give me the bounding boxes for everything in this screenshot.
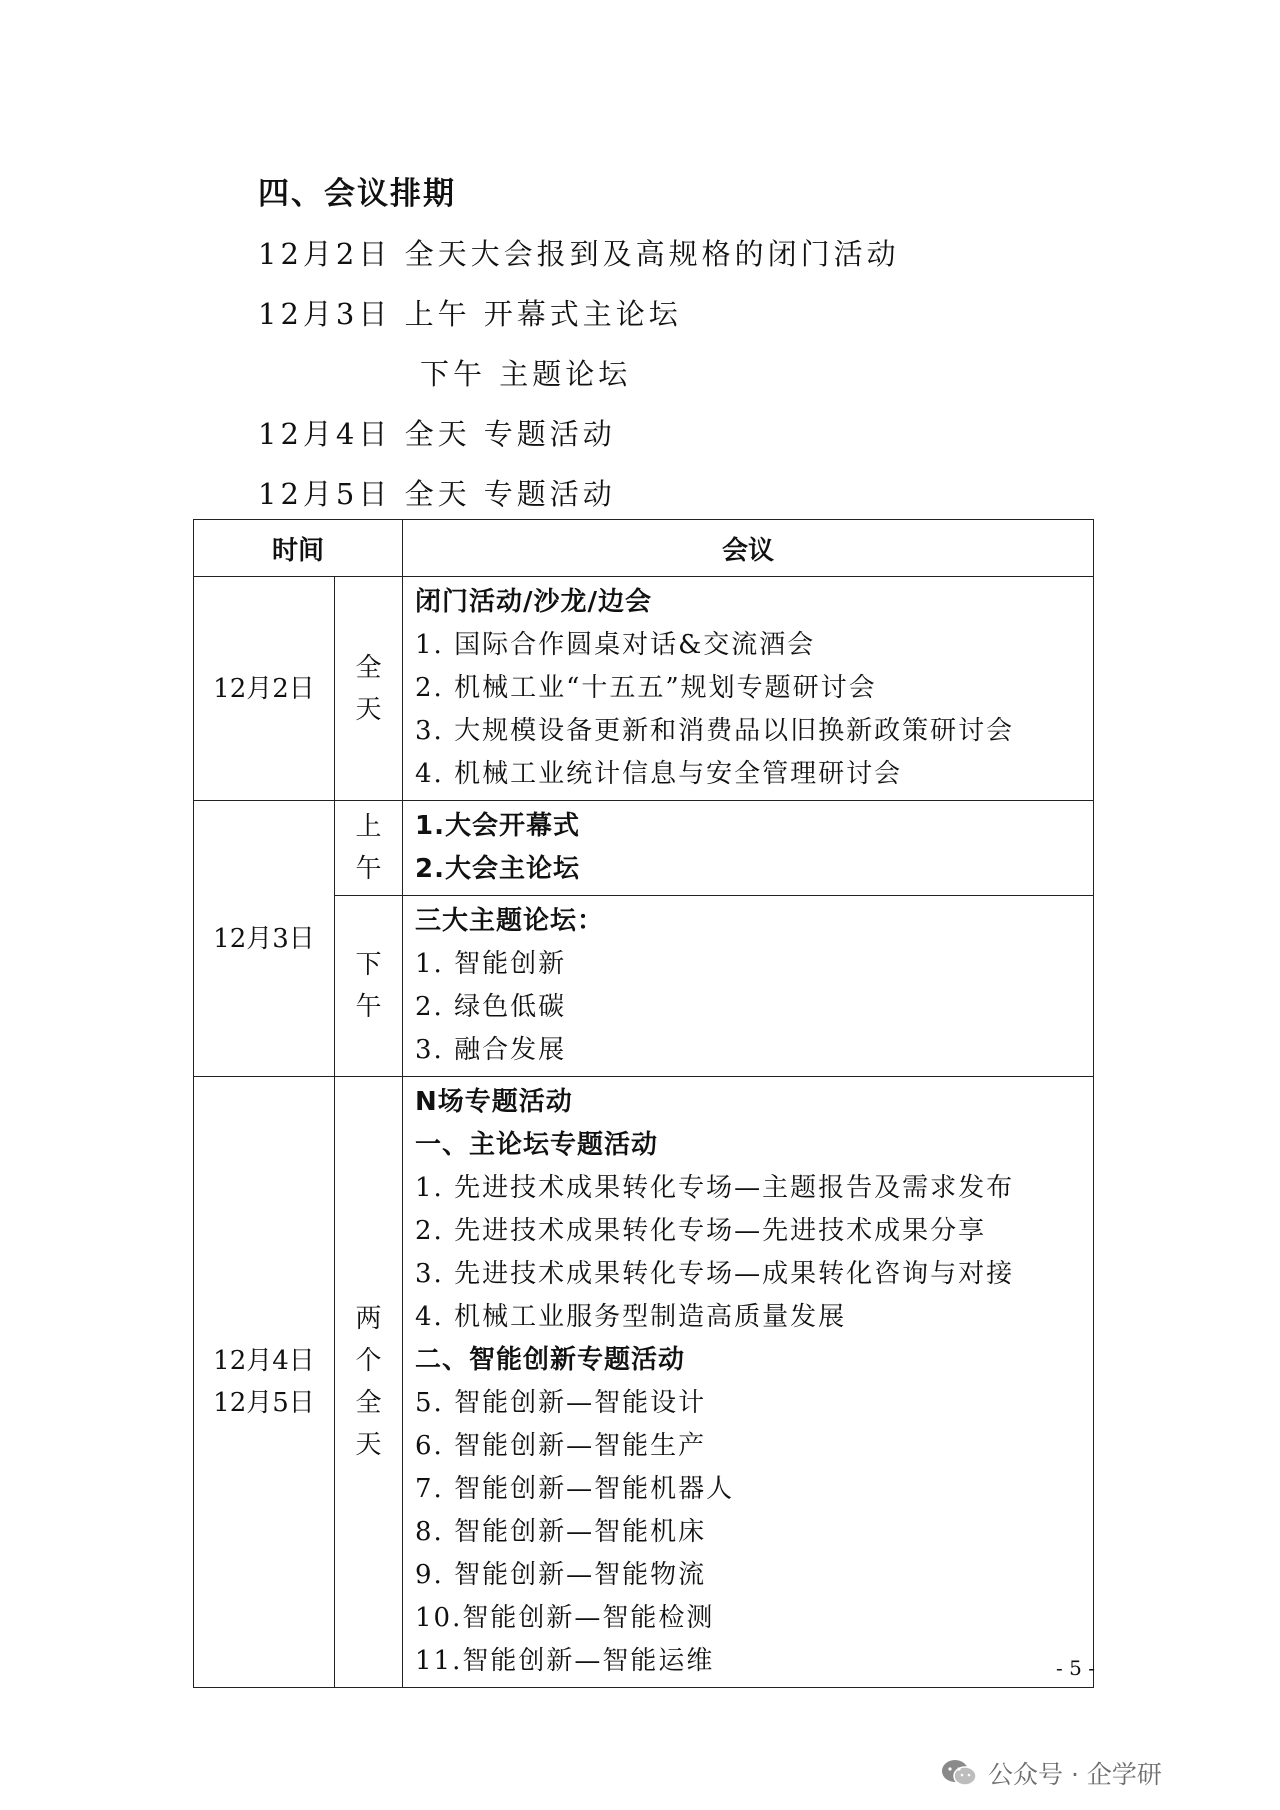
meeting-item: 2. 先进技术成果转化专场—先进技术成果分享 [415,1216,987,1246]
meeting-item: 4. 机械工业统计信息与安全管理研讨会 [415,759,903,789]
schedule-table [193,519,1094,1688]
time-span-char: 全 [355,1388,382,1418]
watermark-text: 公众号 · 企学研 [988,1760,1162,1789]
meeting-item: 8. 智能创新—智能机床 [415,1517,707,1547]
watermark [940,1755,1162,1791]
time-span-char: 天 [355,694,382,725]
page-number: - 5 - [1056,1656,1095,1680]
table-row [194,1077,1094,1688]
meeting-category: 一、主论坛专题活动 [415,1130,659,1160]
meeting-item: 9. 智能创新—智能物流 [415,1560,707,1590]
date-cell: 12月3日 [194,801,335,1077]
meeting-item: 1. 智能创新 [415,949,567,979]
time-span-char: 全 [355,652,382,683]
meeting-item: 4. 机械工业服务型制造高质量发展 [415,1302,847,1332]
time-span-char: 两 [355,1304,382,1334]
time-span-char: 上 [355,812,382,842]
meeting-cell [403,801,1094,896]
date-line: 12月4日 [213,1346,315,1376]
meeting-item: 1. 先进技术成果转化专场—主题报告及需求发布 [415,1173,1015,1203]
time-span-char: 天 [355,1430,382,1460]
schedule-line-dec3-am: 12月3日 上午 开幕式主论坛 [258,297,682,331]
meeting-item: 3. 融合发展 [415,1035,567,1065]
meeting-item: 2. 绿色低碳 [415,992,567,1022]
time-span-cell [335,801,403,896]
time-span-char: 午 [355,992,382,1022]
meeting-item: 2. 机械工业“十五五”规划专题研讨会 [415,673,877,703]
time-span-cell [335,577,403,801]
time-span-char: 午 [355,854,382,884]
table-header-row [194,520,1094,577]
meeting-item: 10.智能创新—智能检测 [415,1603,715,1633]
time-span-char: 下 [355,950,382,980]
meeting-item: 1. 国际合作圆桌对话&交流酒会 [415,630,816,660]
date-line: 12月5日 [213,1388,315,1418]
header-meeting: 会议 [403,520,1094,577]
time-span-cell [335,1077,403,1688]
meeting-category: 闭门活动/沙龙/边会 [415,587,653,617]
meeting-category: N场专题活动 [415,1087,573,1117]
date-cell: 12月2日 [194,577,335,801]
meeting-cell [403,577,1094,801]
meeting-item: 3. 先进技术成果转化专场—成果转化咨询与对接 [415,1259,1015,1289]
meeting-category: 三大主题论坛： [415,906,605,936]
meeting-cell [403,896,1094,1077]
time-span-cell [335,896,403,1077]
meeting-item: 7. 智能创新—智能机器人 [415,1474,735,1504]
meeting-item: 3. 大规模设备更新和消费品以旧换新政策研讨会 [415,716,1015,746]
table-row [194,801,1094,896]
section-heading: 四、会议排期 [258,176,456,212]
time-span-char: 个 [355,1346,382,1376]
meeting-cell [403,1077,1094,1688]
schedule-line-dec3-pm: 下午 主题论坛 [420,357,632,391]
wechat-icon [940,1758,978,1788]
header-time: 时间 [194,520,403,577]
schedule-line-dec2: 12月2日 全天大会报到及高规格的闭门活动 [258,237,900,271]
table-row [194,577,1094,801]
schedule-line-dec4: 12月4日 全天 专题活动 [258,417,616,451]
meeting-item: 1.大会开幕式 [415,811,580,841]
meeting-item: 5. 智能创新—智能设计 [415,1388,707,1418]
meeting-item: 11.智能创新—智能运维 [415,1646,715,1676]
date-cell [194,1077,335,1688]
meeting-item: 2.大会主论坛 [415,854,580,884]
schedule-line-dec5: 12月5日 全天 专题活动 [258,477,616,511]
meeting-category: 二、智能创新专题活动 [415,1345,686,1375]
meeting-item: 6. 智能创新—智能生产 [415,1431,707,1461]
